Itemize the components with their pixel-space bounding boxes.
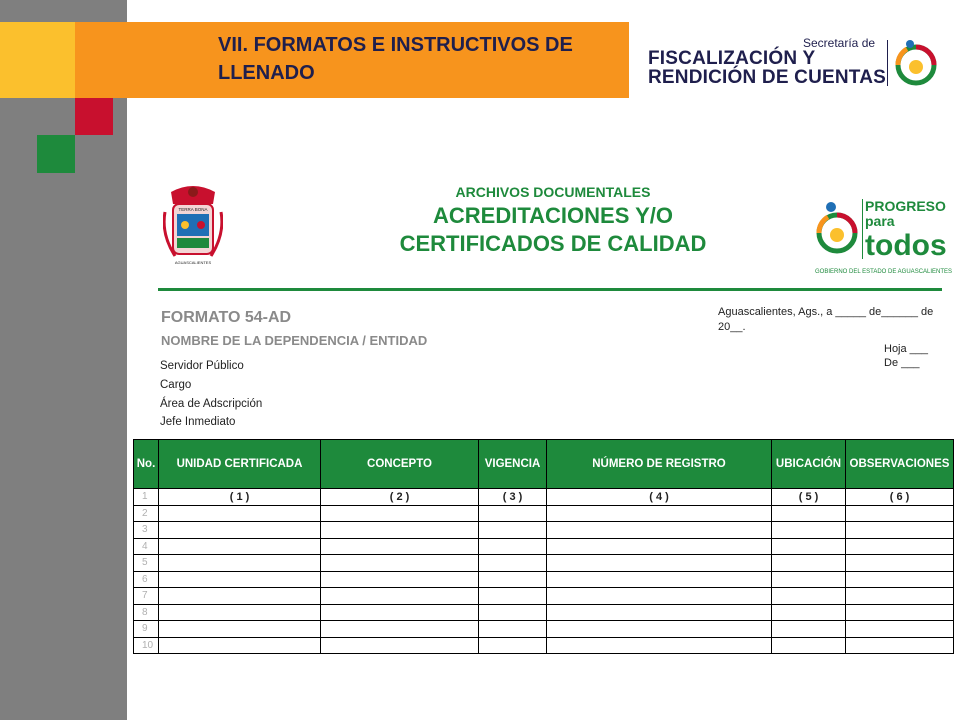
table-cell	[159, 621, 321, 638]
progreso-text	[865, 199, 946, 229]
green-divider	[158, 288, 942, 291]
progreso-todos: todos	[865, 229, 947, 262]
table-row	[134, 522, 954, 539]
progreso-line1: PROGRESO	[865, 198, 946, 214]
reference-cell: ( 2 )	[321, 489, 479, 506]
table-cell	[159, 637, 321, 654]
table-cell	[479, 604, 547, 621]
reference-cell: ( 1 )	[159, 489, 321, 506]
row-number: 1	[134, 489, 159, 506]
table-cell	[772, 571, 846, 588]
table-cell	[321, 522, 479, 539]
table-cell	[159, 522, 321, 539]
table-cell	[846, 588, 954, 605]
table-cell	[321, 637, 479, 654]
table-cell	[846, 604, 954, 621]
secretaria-divider	[887, 40, 888, 86]
table-cell	[547, 604, 772, 621]
table-cell	[321, 538, 479, 555]
swirl-logo-icon	[893, 38, 939, 88]
reference-cell: ( 5 )	[772, 489, 846, 506]
row-number: 10	[134, 637, 159, 654]
header-numero-registro: NÚMERO DE REGISTRO	[547, 440, 772, 489]
row-number: 5	[134, 555, 159, 572]
table-cell	[846, 555, 954, 572]
hoja-label: Hoja ___	[884, 343, 929, 355]
secretaria-line2: RENDICIÓN DE CUENTAS	[648, 67, 886, 88]
table-cell	[846, 505, 954, 522]
field-area-adscripcion: Área de Adscripción	[160, 398, 263, 410]
table-cell	[772, 637, 846, 654]
table-row	[134, 621, 954, 638]
table-cell	[846, 538, 954, 555]
secretaria-logo	[645, 36, 945, 92]
table-cell	[321, 571, 479, 588]
form-header-large	[353, 202, 753, 258]
table-row	[134, 588, 954, 605]
field-cargo: Cargo	[160, 379, 192, 391]
table-cell	[772, 522, 846, 539]
table-cell	[159, 604, 321, 621]
table-cell	[772, 588, 846, 605]
table-cell	[547, 522, 772, 539]
table-row	[134, 637, 954, 654]
crest-text-top: TERRA BONA	[178, 207, 208, 212]
de-label: De ___	[884, 357, 920, 369]
form-image	[133, 176, 955, 660]
yellow-square	[0, 22, 75, 98]
table-row	[134, 538, 954, 555]
red-square	[75, 98, 113, 135]
table-cell	[772, 621, 846, 638]
table-cell	[321, 621, 479, 638]
sheet-counter	[884, 342, 928, 370]
table-cell	[547, 538, 772, 555]
header-unidad-certificada: UNIDAD CERTIFICADA	[159, 440, 321, 489]
table-cell	[547, 571, 772, 588]
progreso-logo	[813, 191, 953, 281]
reference-cell: ( 4 )	[547, 489, 772, 506]
secretaria-line1: FISCALIZACIÓN Y	[648, 48, 816, 69]
row-number: 3	[134, 522, 159, 539]
table-cell	[479, 588, 547, 605]
header-no: No.	[134, 440, 159, 489]
title-banner	[75, 22, 629, 98]
progreso-swirl-icon	[815, 197, 861, 259]
row-number: 4	[134, 538, 159, 555]
table-cell	[159, 555, 321, 572]
table-cell	[321, 505, 479, 522]
table-cell	[321, 588, 479, 605]
table-cell	[772, 604, 846, 621]
table-cell	[772, 538, 846, 555]
crest-icon	[163, 184, 223, 268]
header-concepto: CONCEPTO	[321, 440, 479, 489]
secretaria-small-text: Secretaría de	[803, 36, 876, 50]
table-cell	[547, 621, 772, 638]
green-square	[37, 135, 75, 173]
field-jefe-inmediato: Jefe Inmediato	[160, 416, 236, 428]
table-cell	[772, 505, 846, 522]
slide-title: VII. FORMATOS E INSTRUCTIVOS DE LLENADO	[218, 34, 573, 84]
header-vigencia: VIGENCIA	[479, 440, 547, 489]
table-cell	[479, 621, 547, 638]
row-number: 7	[134, 588, 159, 605]
table-cell	[479, 555, 547, 572]
row-number: 6	[134, 571, 159, 588]
progreso-divider	[862, 199, 863, 259]
records-table	[133, 439, 954, 654]
place-date-line1: Aguascalientes, Ags., a _____ de______ de	[718, 306, 934, 318]
form-header-large-line2: CERTIFICADOS DE CALIDAD	[399, 231, 707, 256]
table-header-row	[134, 440, 954, 489]
place-date-line2: 20__.	[718, 321, 746, 333]
reference-cell: ( 3 )	[479, 489, 547, 506]
row-number: 9	[134, 621, 159, 638]
crest-text-bottom: AGUASCALIENTES	[174, 260, 212, 265]
table-cell	[547, 555, 772, 572]
table-cell	[547, 505, 772, 522]
table-row	[134, 604, 954, 621]
form-header-small: ARCHIVOS DOCUMENTALES	[455, 184, 651, 200]
table-row	[134, 555, 954, 572]
table-cell	[846, 522, 954, 539]
table-row	[134, 489, 954, 506]
form-header-large-line1: ACREDITACIONES Y/O	[433, 203, 673, 228]
row-number: 2	[134, 505, 159, 522]
header-observaciones: OBSERVACIONES	[846, 440, 954, 489]
table-cell	[479, 538, 547, 555]
table-cell	[479, 637, 547, 654]
progreso-gov-text: GOBIERNO DEL ESTADO DE AGUASCALIENTES	[815, 269, 953, 275]
table-cell	[159, 538, 321, 555]
table-cell	[547, 588, 772, 605]
table-cell	[846, 571, 954, 588]
table-cell	[159, 505, 321, 522]
table-row	[134, 571, 954, 588]
row-number: 8	[134, 604, 159, 621]
dependencia-label: NOMBRE DE LA DEPENDENCIA / ENTIDAD	[161, 333, 428, 348]
table-row	[134, 505, 954, 522]
table-cell	[479, 505, 547, 522]
place-date	[718, 305, 943, 335]
field-servidor-publico: Servidor Público	[160, 360, 244, 372]
table-cell	[159, 571, 321, 588]
table-cell	[321, 604, 479, 621]
header-ubicacion: UBICACIÓN	[772, 440, 846, 489]
table-cell	[846, 621, 954, 638]
table-cell	[479, 522, 547, 539]
progreso-line2: para	[865, 213, 895, 229]
table-cell	[846, 637, 954, 654]
table-cell	[547, 637, 772, 654]
reference-cell: ( 6 )	[846, 489, 954, 506]
table-cell	[159, 588, 321, 605]
table-cell	[772, 555, 846, 572]
table-cell	[479, 571, 547, 588]
table-cell	[321, 555, 479, 572]
formato-code: FORMATO 54-AD	[161, 309, 292, 326]
